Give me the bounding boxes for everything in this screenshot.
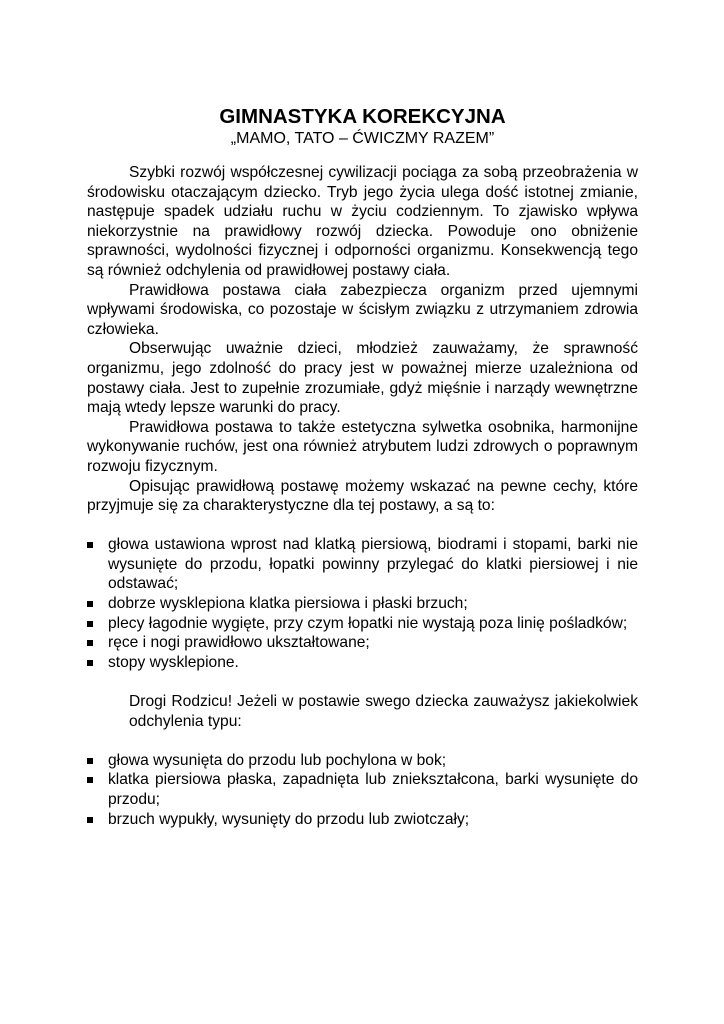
features-list <box>87 535 638 672</box>
square-bullet-icon <box>87 660 93 666</box>
spacer <box>87 672 638 692</box>
list-item-text: ręce i nogi prawidłowo ukształtowane; <box>108 634 370 652</box>
paragraph: Opisując prawidłową postawę możemy wskazać na pewne cechy, które przyjmuje się za charakterystyczne dla tej postawy, a są to: <box>87 477 638 515</box>
list-item <box>87 594 638 614</box>
parent-note: Drogi Rodzicu! Jeżeli w postawie swego dziecka zauważysz jakiekolwiek odchylenia typu: <box>129 693 638 730</box>
deviations-list <box>87 751 638 829</box>
square-bullet-icon <box>87 542 93 548</box>
list-item <box>87 770 638 809</box>
list-item-text: brzuch wypukły, wysunięty do przodu lub zwiotczały; <box>108 810 470 828</box>
list-item-text: głowa wysunięta do przodu lub pochylona w bok; <box>108 751 447 769</box>
list-item-text: dobrze wysklepiona klatka piersiowa i płaski brzuch; <box>108 595 468 613</box>
paragraph: Prawidłowa postawa to także estetyczna sylwetka osobnika, harmonijne wykonywanie ruchów, jest ona również atrybutem ludzi zdrowych o poprawnym rozwoju fizycznym. <box>87 418 638 475</box>
spacer <box>87 516 638 536</box>
list-item <box>87 535 638 594</box>
square-bullet-icon <box>87 758 93 764</box>
list-item-text: stopy wysklepione. <box>108 653 239 671</box>
list-item <box>87 810 638 830</box>
document-title: GIMNASTYKA KOREKCYJNA <box>219 105 506 128</box>
square-bullet-icon <box>87 621 93 627</box>
spacer <box>87 731 638 751</box>
square-bullet-icon <box>87 777 93 783</box>
document-subtitle: „MAMO, TATO – ĆWICZMY RAZEM” <box>230 130 495 147</box>
list-item <box>87 653 638 673</box>
list-item-text: plecy łagodnie wygięte, przy czym łopatki nie wystają poza linię pośladków; <box>108 614 628 632</box>
list-item <box>87 614 638 634</box>
paragraph: Prawidłowa postawa ciała zabezpiecza organizm przed ujemnymi wpływami środowiska, co pozostaje w ścisłym związku z utrzymaniem zdrowia człowieka. <box>87 281 638 338</box>
list-item-text: głowa ustawiona wprost nad klatką piersiową, biodrami i stopami, barki nie wysunięte do przodu, łopatki powinny przylegać do klatki piersiowej i nie odstawać; <box>108 536 638 593</box>
list-item <box>87 633 638 653</box>
square-bullet-icon <box>87 601 93 607</box>
paragraph: Szybki rozwój współczesnej cywilizacji pociąga za sobą przeobrażenia w środowisku otaczającym dziecko. Tryb jego życia ulega dość istotnej zmianie, następuje spadek udziału ruchu w życiu codziennym. To zjawisko wpływa niekorzystnie na prawidłowy rozwój dziecka. Powoduje ono obniżenie sprawności, wydolności fizycznej i odporności organizmu. Konsekwencją tego są również odchylenia od prawidłowej postawy ciała. <box>87 164 638 279</box>
list-item <box>87 751 638 771</box>
list-item-text: klatka piersiowa płaska, zapadnięta lub zniekształcona, barki wysunięte do przodu; <box>108 771 638 808</box>
document-page <box>87 106 638 829</box>
square-bullet-icon <box>87 817 93 823</box>
paragraph: Obserwując uważnie dzieci, młodzież zauważamy, że sprawność organizmu, jego zdolność do pracy jest w poważnej mierze uzależniona od postawy ciała. Jest to zupełnie zrozumiałe, gdyż mięśnie i narządy wewnętrzne mają wtedy lepsze warunki do pracy. <box>87 340 638 417</box>
square-bullet-icon <box>87 640 93 646</box>
